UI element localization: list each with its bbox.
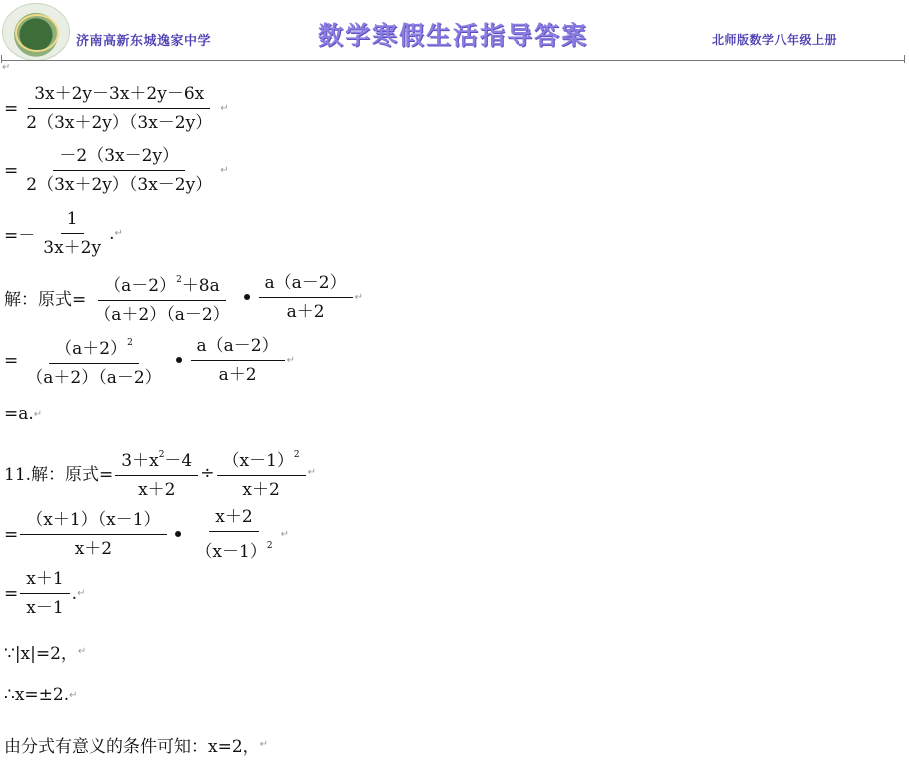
eq-suffix: . [109,223,115,244]
eq-prefix: = [4,350,19,371]
eq-text: ∴x=±2. [4,685,70,705]
numerator: 1 [61,207,84,234]
numerator: （x＋1）（x－1） [20,508,166,535]
paragraph-mark: ↵ [220,103,229,114]
equation-line-3 [4,207,123,260]
denominator: 3x＋2y [43,238,102,258]
multiply-dot: • [172,524,184,545]
numerator [115,443,198,476]
paragraph-mark: ↵ [280,529,289,540]
paragraph-mark: ↵ [33,408,43,420]
numerator-part: （x－1） [222,451,294,471]
eq-prefix: 解：原式= [4,290,87,310]
fraction [20,567,69,620]
school-logo [2,3,70,61]
denominator: x＋2 [242,480,280,500]
exponent: 2 [266,541,273,551]
paragraph-mark: ↵ [77,588,86,599]
divide-sign: ÷ [200,462,215,483]
fraction [217,443,306,502]
multiply-dot: • [241,287,253,308]
equation-line-10 [4,639,86,664]
equation-line-7 [4,443,316,502]
equation-line-4 [4,268,363,327]
numerator: x＋1 [20,567,69,594]
numerator-part: （a＋2） [55,339,128,359]
fraction [20,144,218,197]
exponent: 2 [158,450,165,460]
denominator: （a＋2）（a－2） [26,368,162,388]
equation-line-8 [4,505,289,564]
page-header [0,0,909,60]
denominator [189,532,278,564]
paragraph-mark: ↵ [354,292,364,303]
denominator: x＋2 [138,480,176,500]
numerator [217,443,306,476]
equation-line-5 [4,331,295,390]
eq-prefix: 11.解：原式= [4,465,114,485]
numerator: a（a－2） [191,334,285,361]
exponent: 2 [127,338,133,348]
paragraph-mark: ↵ [259,739,269,750]
numerator: 3x＋2y－3x＋2y－6x [28,82,210,109]
equation-line-2 [4,144,229,197]
fraction [189,505,278,564]
fraction [88,268,235,327]
fraction [191,334,285,387]
page-title: 数学寒假生活指导答案 [318,21,589,50]
paragraph-mark: ↵ [69,689,78,701]
denominator: x＋2 [74,539,113,559]
equation-line-9 [4,567,85,620]
eq-text: ∵|x|=2， [4,644,78,664]
numerator-part: ＋8a [181,276,220,296]
paragraph-mark: ↵ [307,467,317,478]
eq-prefix: = [4,524,19,545]
paragraph-mark: ↵ [114,228,123,239]
fraction [20,82,218,135]
denominator-part: （x－1） [195,542,267,562]
equation-line-6 [4,404,42,424]
fraction [115,443,198,502]
denominator: a＋2 [218,365,257,385]
numerator-part: （a－2） [104,276,177,296]
eq-text: =a. [4,404,34,424]
paragraph-mark: ↵ [286,355,296,366]
paragraph-mark: ↵ [2,62,11,73]
fraction [37,207,107,260]
school-name: 济南高新东城逸家中学 [76,34,212,49]
exponent: 2 [176,275,182,285]
multiply-dot: • [173,350,185,371]
eq-text: 由分式有意义的条件可知：x=2， [4,737,260,757]
equation-line-1 [4,82,229,135]
denominator: 2（3x＋2y）（3x－2y） [26,175,213,195]
fraction [20,508,166,561]
eq-prefix: = [4,160,19,181]
paragraph-mark: ↵ [220,165,229,176]
numerator: －2（3x－2y） [53,144,185,171]
fraction [20,331,167,390]
logo-ring [15,14,59,52]
numerator-part: 3＋x [121,451,159,471]
equation-line-11 [4,685,78,705]
eq-prefix: = [4,583,19,604]
eq-suffix: . [71,583,78,604]
numerator [98,268,226,301]
denominator: （a＋2）（a－2） [94,305,230,325]
numerator: a（a－2） [259,271,353,298]
denominator: 2（3x＋2y）（3x－2y） [26,113,213,133]
numerator: x＋2 [209,505,258,532]
paragraph-mark: ↵ [77,646,87,657]
denominator: x－1 [26,598,64,618]
fraction [259,271,353,324]
exponent: 2 [293,450,300,460]
numerator-part: －4 [164,451,193,471]
eq-prefix: = [4,98,19,119]
denominator: a＋2 [286,302,325,322]
eq-prefix: =－ [4,226,36,246]
numerator [49,331,139,364]
equation-line-12 [4,732,268,757]
grade-label: 北师版数学八年级上册 [712,33,838,47]
header-rule [2,60,904,61]
